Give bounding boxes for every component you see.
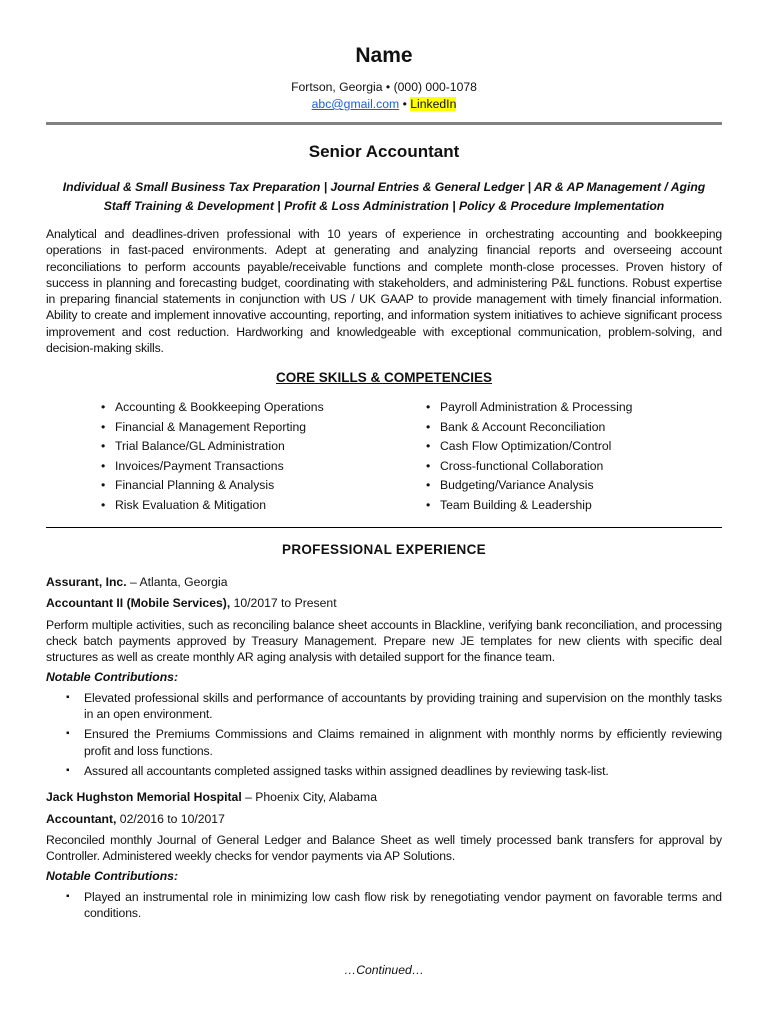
linkedin-link[interactable]: LinkedIn bbox=[410, 97, 457, 111]
skills-column-left bbox=[101, 399, 324, 516]
separator: • bbox=[402, 97, 407, 111]
bullet-icon: • bbox=[101, 400, 106, 414]
bullet-icon: • bbox=[426, 400, 431, 414]
phone: (000) 000-1078 bbox=[393, 80, 477, 94]
role-dates: 10/2017 to Present bbox=[230, 596, 337, 611]
job-role-line bbox=[46, 595, 722, 611]
job-description: Perform multiple activities, such as reconciling balance sheet accounts in Blackline, verifying bank reconciliation, and processing check batch payments approved by Treasury Management. Prepare new JE templates for new clients with specific deal structures as well as create monthly AR aging analysis with detailed support for the finance team. bbox=[46, 617, 722, 665]
job-company-line bbox=[46, 789, 722, 805]
candidate-name: Name bbox=[355, 44, 413, 67]
skills-heading: CORE SKILLS & COMPETENCIES bbox=[275, 370, 493, 385]
job-role-line bbox=[46, 811, 722, 827]
notable-label: Notable Contributions: bbox=[46, 869, 179, 884]
contribution-item: ▪ Ensured the Premiums Commissions and Claims remained in alignment with monthly norms by efficiently reviewing profit and loss functions. bbox=[66, 727, 722, 758]
skill-item: • Cash Flow Optimization/Control bbox=[426, 439, 612, 453]
location: Fortson, Georgia bbox=[291, 80, 383, 94]
skill-item: • Payroll Administration & Processing bbox=[426, 400, 633, 414]
skill-item: • Trial Balance/GL Administration bbox=[101, 439, 285, 453]
job-description: Reconciled monthly Journal of General Ledger and Balance Sheet as well timely processed bank transfers for approval by Controller. Administered weekly checks for vendor payments via AP Solutions. bbox=[46, 832, 722, 864]
bullet-icon: • bbox=[101, 458, 106, 473]
header-divider bbox=[46, 122, 722, 125]
contact-line-2 bbox=[46, 97, 722, 111]
job-entry bbox=[46, 789, 722, 921]
skill-item: • Bank & Account Reconciliation bbox=[426, 419, 606, 434]
bullet-icon: • bbox=[426, 439, 431, 453]
contribution-item: ▪ Elevated professional skills and performance of accountants by providing training and supervision on the monthly tasks in an open environment. bbox=[66, 690, 722, 722]
skills-column-right bbox=[426, 399, 632, 516]
company-location: – Atlanta, Georgia bbox=[126, 575, 228, 589]
company-name: Jack Hughston Memorial Hospital bbox=[46, 790, 242, 805]
job-title: Senior Accountant bbox=[308, 142, 460, 161]
tagline bbox=[46, 178, 722, 216]
email-link[interactable]: abc@gmail.com bbox=[311, 97, 400, 111]
notable-label: Notable Contributions: bbox=[46, 670, 179, 685]
role-title: Accountant, bbox=[46, 811, 117, 826]
bullet-icon: ▪ bbox=[66, 890, 70, 902]
bullet-icon: • bbox=[426, 478, 431, 492]
bullet-icon: • bbox=[101, 419, 106, 434]
separator: • bbox=[385, 80, 391, 94]
experience-heading: PROFESSIONAL EXPERIENCE bbox=[282, 542, 486, 557]
company-location: – Phoenix City, Alabama bbox=[241, 790, 377, 805]
bullet-icon: ▪ bbox=[66, 728, 70, 740]
bullet-icon: • bbox=[101, 478, 106, 492]
contribution-item: ▪ Played an instrumental role in minimizing low cash flow risk by renegotiating vendor payment on favorable terms and conditions. bbox=[66, 889, 722, 921]
bullet-icon: • bbox=[426, 497, 431, 512]
skill-item: • Budgeting/Variance Analysis bbox=[426, 478, 594, 492]
skill-item: • Invoices/Payment Transactions bbox=[101, 458, 284, 473]
skill-item: • Risk Evaluation & Mitigation bbox=[101, 497, 267, 512]
job-entry bbox=[46, 574, 722, 779]
skill-item: • Financial & Management Reporting bbox=[101, 419, 307, 434]
bullet-icon: ▪ bbox=[66, 691, 70, 703]
experience-list bbox=[46, 574, 722, 925]
company-name: Assurant, Inc. bbox=[46, 575, 127, 589]
role-title: Accountant II (Mobile Services), bbox=[46, 596, 231, 611]
bullet-icon: • bbox=[426, 458, 431, 473]
skill-item: • Team Building & Leadership bbox=[426, 497, 592, 512]
bullet-icon: • bbox=[426, 419, 431, 434]
skill-item: • Accounting & Bookkeeping Operations bbox=[101, 400, 324, 414]
role-dates: 02/2016 to 10/2017 bbox=[116, 811, 225, 826]
bullet-icon: ▪ bbox=[66, 764, 70, 776]
skill-item: • Cross-functional Collaboration bbox=[426, 458, 604, 473]
skill-item: • Financial Planning & Analysis bbox=[101, 478, 275, 492]
continued-footer: …Continued… bbox=[344, 963, 424, 977]
tagline-line: Individual & Small Business Tax Preparation | Journal Entries & General Ledger | AR & AP Management / Aging bbox=[62, 180, 706, 194]
contact-line-1 bbox=[46, 80, 722, 94]
tagline-line: Staff Training & Development | Profit & Loss Administration | Policy & Procedure Implementation bbox=[103, 199, 665, 213]
contribution-item: ▪ Assured all accountants completed assigned tasks within assigned deadlines by reviewing task-list. bbox=[66, 763, 609, 778]
job-company-line bbox=[46, 574, 722, 590]
bullet-icon: • bbox=[101, 439, 106, 453]
section-divider bbox=[46, 527, 722, 528]
summary: Analytical and deadlines-driven professional with 10 years of experience in orchestrating accounting and bookkeeping operations in fast-paced environments. Adept at generating and analyzing financial reports and overseeing account reconciliations to perform accounts payable/receivable functions and complete month-close processes. Proven history of success in planning and forecasting budget, coordinating with stakeholders, and administering P&L functions. Robust expertise in preparing financial statements in conjunction with US / UK GAAP to provide management with timely financial information. Ability to create and implement innovative accounting, reporting, and information system initiatives to achieve significant process improvement and cost reduction. Hardworking and knowledgeable with exceptional communication, problem-solving, and decision-making skills. bbox=[46, 227, 722, 356]
bullet-icon: • bbox=[101, 497, 106, 512]
